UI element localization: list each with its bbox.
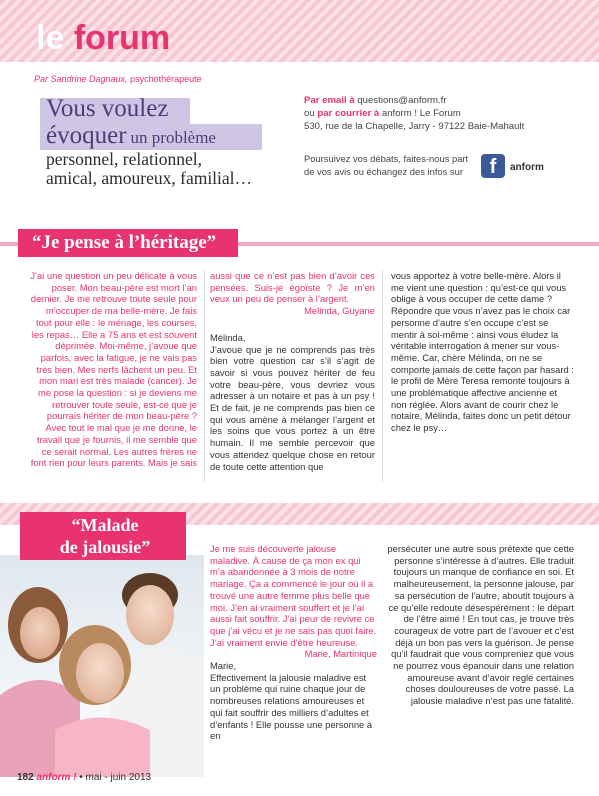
section2-column-2 <box>386 543 574 707</box>
post-label: par courrier à <box>317 108 380 119</box>
page-number: 182 <box>17 772 34 783</box>
section1-column-2 <box>210 270 375 472</box>
footer-brand: anform ! <box>36 772 77 783</box>
section2-title-line-1: “Malade <box>71 515 139 535</box>
section2-reply-part-1: Effectivement la jalousie maladive est un problème qui ruine chaque jour de nombreuses relations amoureuses et qui fait souffrir des milliers d’adultes et d’enfants ! Elle pousse une personne à en <box>210 671 373 742</box>
byline <box>34 74 202 84</box>
section1-signature: Melinda, Guyane <box>304 305 375 317</box>
footer-issue: • mai - juin 2013 <box>79 772 152 783</box>
intro-line-3: personnel, relationnel, <box>46 149 202 169</box>
byline-role: psychothérapeute <box>130 74 202 84</box>
intro-line-4: amical, amoureux, familial… <box>46 168 253 188</box>
section2-signature: Marie, Martinique <box>304 648 377 660</box>
intro-line-1: Vous voulez <box>46 95 169 122</box>
section1-reply-greeting: Mélinda, <box>210 331 246 343</box>
section1-reply-part-2: vous apportez à votre belle-mère. Alors il me vient une question : qu’est-ce qui vous oblige à vous occuper de cette dame ? Répondre que vous n’avez pas le choix car personne d’autre s’en occupe c’est se mentir à soi-même : ainsi vous éludez la véritable interrogation à mener sur vous-même. Car, chère Mélinda, on ne se comporte jamais de cette façon par hasard : le profil de Mère Teresa remonte toujours à une problématique affective ancienne et non réglée. Alors avant de courir chez le notaire, Mélinda, faites donc un petit détour chez le psy… <box>391 270 574 434</box>
intro-subtitle <box>46 150 296 188</box>
section-title-prefix: le <box>36 19 74 57</box>
facebook-label[interactable]: anform <box>510 162 544 173</box>
intro-headline <box>46 95 216 152</box>
email-label: Par email à <box>304 95 355 106</box>
section1-letter-end: aussi que ce n’est pas bien d’avoir ces pensées. Suis-je égoïste ? Je m’en veux un peu de penser à l’argent. <box>210 270 375 305</box>
section-title-main: forum <box>73 19 171 57</box>
facebook-invite: Poursuivez vos débats, faites-nous part de vos avis ou échangez des infos sur <box>304 153 469 177</box>
postal-address: 530, rue de la Chapelle, Jarry - 97122 Baie-Mahault <box>304 121 525 132</box>
section1-letter <box>29 270 197 469</box>
section1-title: “Je pense à l’héritage” <box>32 232 217 253</box>
section2-reply-greeting: Marie, <box>210 660 237 672</box>
byline-author: Par Sandrine Dagnaux, <box>34 74 128 84</box>
section-title <box>36 18 170 58</box>
section2-title-line-2: de jalousie” <box>59 537 151 557</box>
contact-info <box>304 94 584 133</box>
facebook-icon[interactable]: f <box>481 154 505 178</box>
section2-letter-text: Je me suis découverte jalouse maladive. À cause de ça mon ex qui m’a abandonnée à 3 mois de notre mariage. Ça a commencé le jour où il a trouvé une autre femme plus belle que moi. J’en ai vraiment souffert et je l’ai aussi fait souffrir. J’ai peur de revivre ce que j’ai vécu et je ne sais pas quoi faire. J’ai vraiment envie d’être heureuse. <box>210 543 377 648</box>
section1-column-3 <box>391 270 574 434</box>
post-recipient: anform ! Le Forum <box>381 108 461 119</box>
section1-reply-part-1: J’avoue que je ne comprends pas très bien votre question car s’il s’agit de savoir si vous pouvez hériter de feu votre beau-père, vous devriez vous adresser à un notaire et pas à un psy ! Et de fait, je ne comprends pas bien ce qui vous amène à mélanger l’argent et les soins que vous portez à un être humain. Il me semble percevoir que vous attendez quelque chose en retour de toute cette attention que <box>210 343 375 472</box>
couple-photo-illustration <box>0 555 204 777</box>
section1-letter-text: J’ai une question un peu délicate à vous poser. Mon beau-père est mort l’an dernier. Je me retrouve toute seule pour m’occuper de ma belle-mère. Je fais tout pour elle : le ménage, les courses, les repas… Elle a 75 ans et est souvent déprimée. Moi-même, j’avoue que parfois, avec la fatigue, je ne vais pas très bien. Mes nerfs lâchent un peu. Et mon mari est très malade (cancer). Je me pose la question : si je deviens me retrouver toute seule, est-ce que je pourrais hériter de mon beau-père ? Avec tout le mal que je me donne, le travail que je fournis, il me semble que ce serait normal. Les autres frères ne font rien pour leurs parents. Mais je sais <box>30 270 197 469</box>
email-link[interactable]: questions@anform.fr <box>357 95 447 106</box>
section2-column-1 <box>210 543 377 742</box>
section2-title <box>30 514 180 558</box>
post-prefix: ou <box>304 108 315 119</box>
couple-photo <box>0 555 204 777</box>
page-footer <box>17 772 151 783</box>
column-divider <box>382 270 383 482</box>
intro-line-2b: un problème <box>130 128 216 147</box>
intro-line-2a: évoquer <box>46 122 127 149</box>
column-divider <box>204 270 205 482</box>
section2-reply-part-2: persécuter une autre sous prétexte que cette personne s’intéresse à d’autres. Elle traduit toujours un manque de confiance en soi. Et malheureusement, la personne jalouse, par sa persécution de l’autre, aboutit toujours à ce qu’elle redoute désespérément : le départ de l’être aimé ! En tout cas, je trouve très courageux de votre part de l’avouer et c’est déjà un bon pas vers la guérison. Je pense qu’il faudrait que vous compreniez que vous ne pourrez vous épanouir dans une relation amoureuse avant d’avoir reglé certaines choses douloureuses de votre passé. La jalousie maladive n’est pas une fatalité. <box>387 543 574 707</box>
